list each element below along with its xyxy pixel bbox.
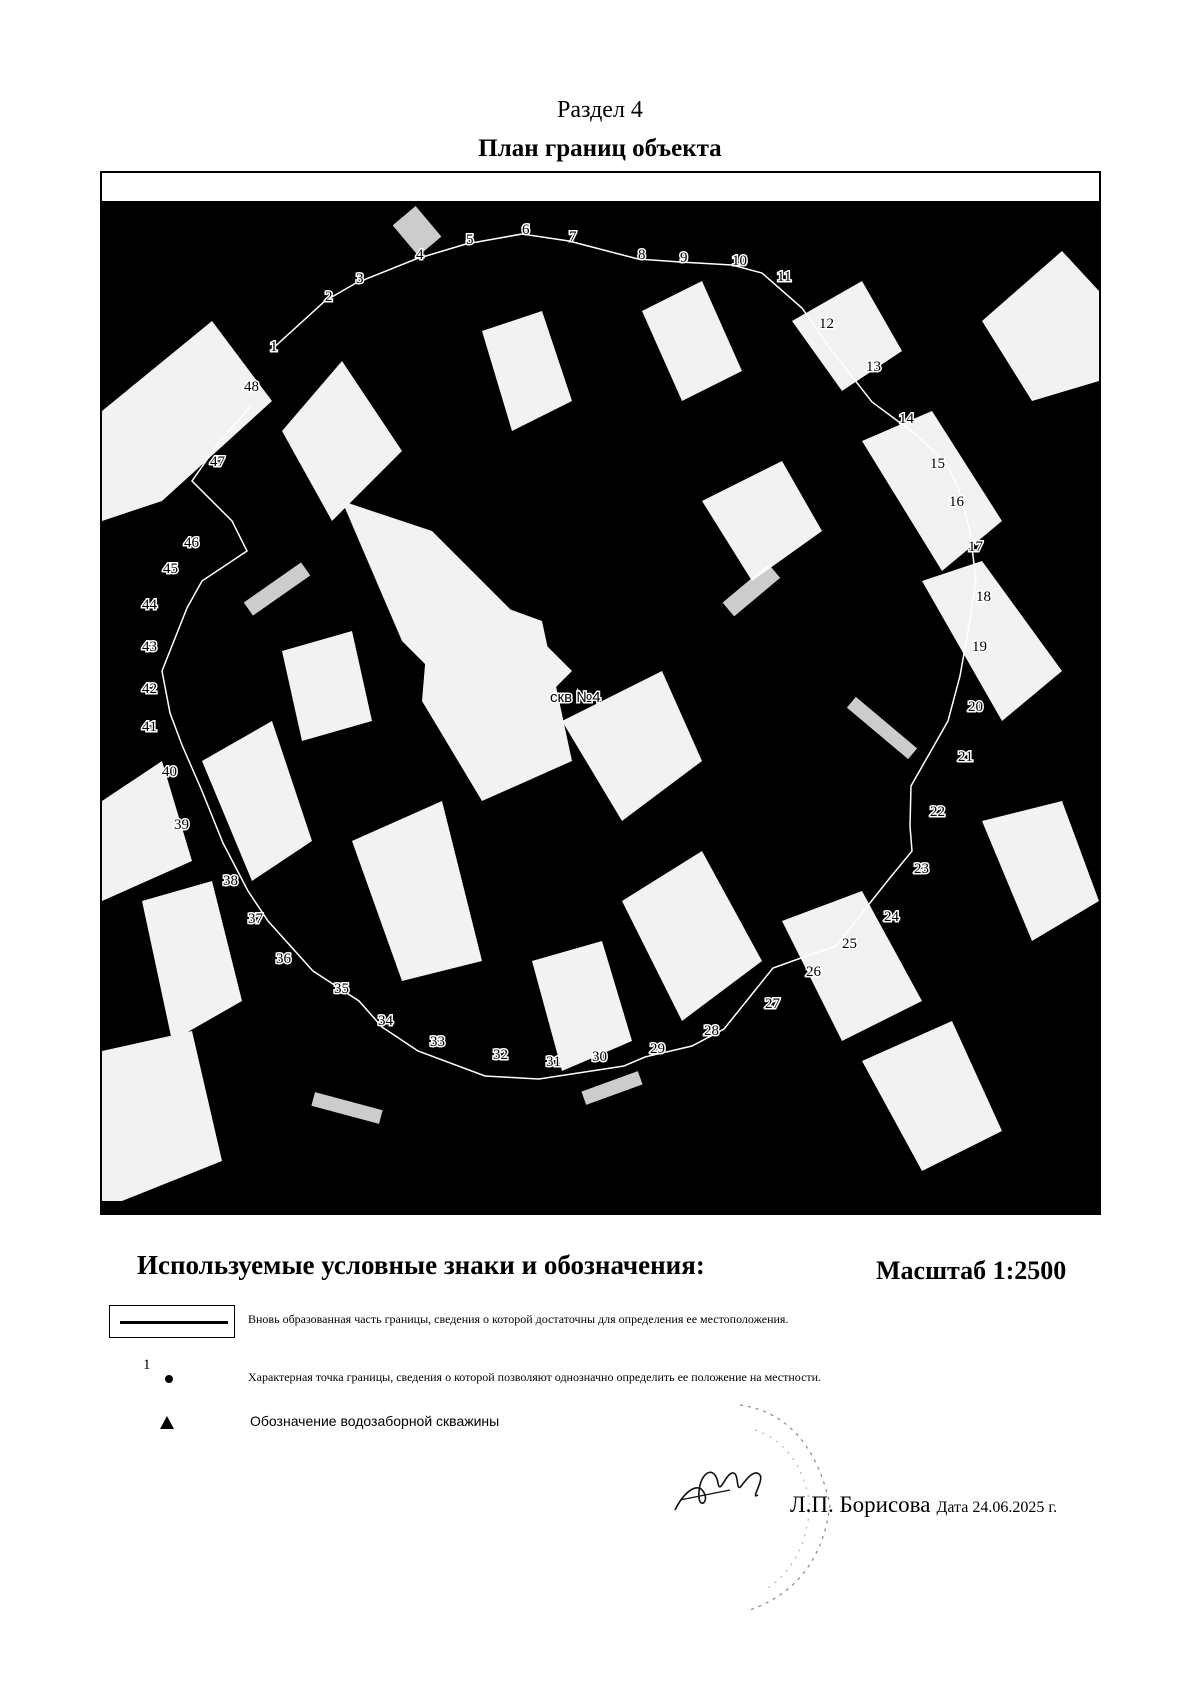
point-label-46: 46 bbox=[184, 535, 199, 551]
point-label-7: 7 bbox=[569, 229, 577, 245]
point-label-15: 15 bbox=[930, 456, 945, 472]
point-label-29: 29 bbox=[650, 1041, 665, 1057]
signature-date: Дата 24.06.2025 г. bbox=[936, 1499, 1058, 1516]
signer-block bbox=[790, 1492, 1057, 1518]
point-label-33: 33 bbox=[430, 1034, 445, 1050]
legend-boundary-symbol bbox=[109, 1305, 235, 1338]
point-label-31: 31 bbox=[546, 1054, 561, 1070]
point-label-36: 36 bbox=[276, 951, 291, 967]
point-label-16: 16 bbox=[949, 494, 964, 510]
point-label-23: 23 bbox=[914, 861, 929, 877]
map-frame bbox=[100, 171, 1101, 1215]
point-label-8: 8 bbox=[638, 247, 646, 263]
point-label-27: 27 bbox=[765, 996, 780, 1012]
well-label: скв №4 bbox=[550, 689, 601, 706]
point-label-48: 48 bbox=[244, 379, 259, 395]
point-label-38: 38 bbox=[223, 873, 238, 889]
point-label-47: 47 bbox=[210, 454, 225, 470]
point-label-21: 21 bbox=[958, 749, 973, 765]
point-label-4: 4 bbox=[416, 247, 424, 263]
point-label-40: 40 bbox=[162, 764, 177, 780]
point-label-25: 25 bbox=[842, 936, 857, 952]
point-label-44: 44 bbox=[142, 597, 157, 613]
point-label-12: 12 bbox=[819, 316, 834, 332]
point-label-6: 6 bbox=[522, 222, 530, 238]
point-label-10: 10 bbox=[732, 253, 747, 269]
point-label-37: 37 bbox=[248, 911, 263, 927]
page-title: План границ объекта bbox=[478, 135, 722, 162]
point-label-35: 35 bbox=[334, 981, 349, 997]
signature-image bbox=[670, 1455, 770, 1525]
point-label-30: 30 bbox=[592, 1049, 607, 1065]
point-label-26: 26 bbox=[806, 964, 821, 980]
legend-boundary-text: Вновь образованная часть границы, сведения о которой достаточны для определения ее местоположения. bbox=[248, 1312, 789, 1326]
point-label-9: 9 bbox=[680, 250, 688, 266]
point-label-1: 1 bbox=[270, 339, 278, 355]
legend-well-text: Обозначение водозаборной скважины bbox=[250, 1413, 500, 1429]
legend-point-symbol bbox=[165, 1375, 173, 1383]
point-label-42: 42 bbox=[142, 681, 157, 697]
legend-well-triangle-icon bbox=[160, 1416, 174, 1429]
point-label-32: 32 bbox=[493, 1047, 508, 1063]
point-label-28: 28 bbox=[704, 1023, 719, 1039]
point-label-20: 20 bbox=[968, 699, 983, 715]
point-label-5: 5 bbox=[466, 232, 474, 248]
point-label-14: 14 bbox=[899, 411, 914, 427]
aerial-map bbox=[102, 201, 1099, 1213]
section-heading: Раздел 4 bbox=[557, 97, 643, 123]
point-label-34: 34 bbox=[378, 1013, 393, 1029]
aerial-photo bbox=[102, 201, 1099, 1213]
point-label-2: 2 bbox=[325, 289, 333, 305]
scale-label: Масштаб 1:2500 bbox=[876, 1256, 1067, 1285]
point-label-41: 41 bbox=[142, 719, 157, 735]
point-label-17: 17 bbox=[968, 539, 983, 555]
legend-title: Используемые условные знаки и обозначения: bbox=[137, 1250, 705, 1280]
legend-point-text: Характерная точка границы, сведения о которой позволяют однозначно определить ее положение на местности. bbox=[248, 1370, 822, 1384]
point-label-24: 24 bbox=[884, 909, 899, 925]
point-label-22: 22 bbox=[930, 804, 945, 820]
point-label-19: 19 bbox=[972, 639, 987, 655]
legend-point-number: 1 bbox=[143, 1357, 151, 1373]
point-label-43: 43 bbox=[142, 639, 157, 655]
point-label-45: 45 bbox=[163, 561, 178, 577]
point-label-11: 11 bbox=[777, 269, 792, 285]
point-label-18: 18 bbox=[976, 589, 991, 605]
signer-name: Л.П. Борисова bbox=[790, 1492, 931, 1517]
point-label-3: 3 bbox=[356, 271, 364, 287]
point-label-13: 13 bbox=[866, 359, 881, 375]
point-label-39: 39 bbox=[174, 817, 189, 833]
